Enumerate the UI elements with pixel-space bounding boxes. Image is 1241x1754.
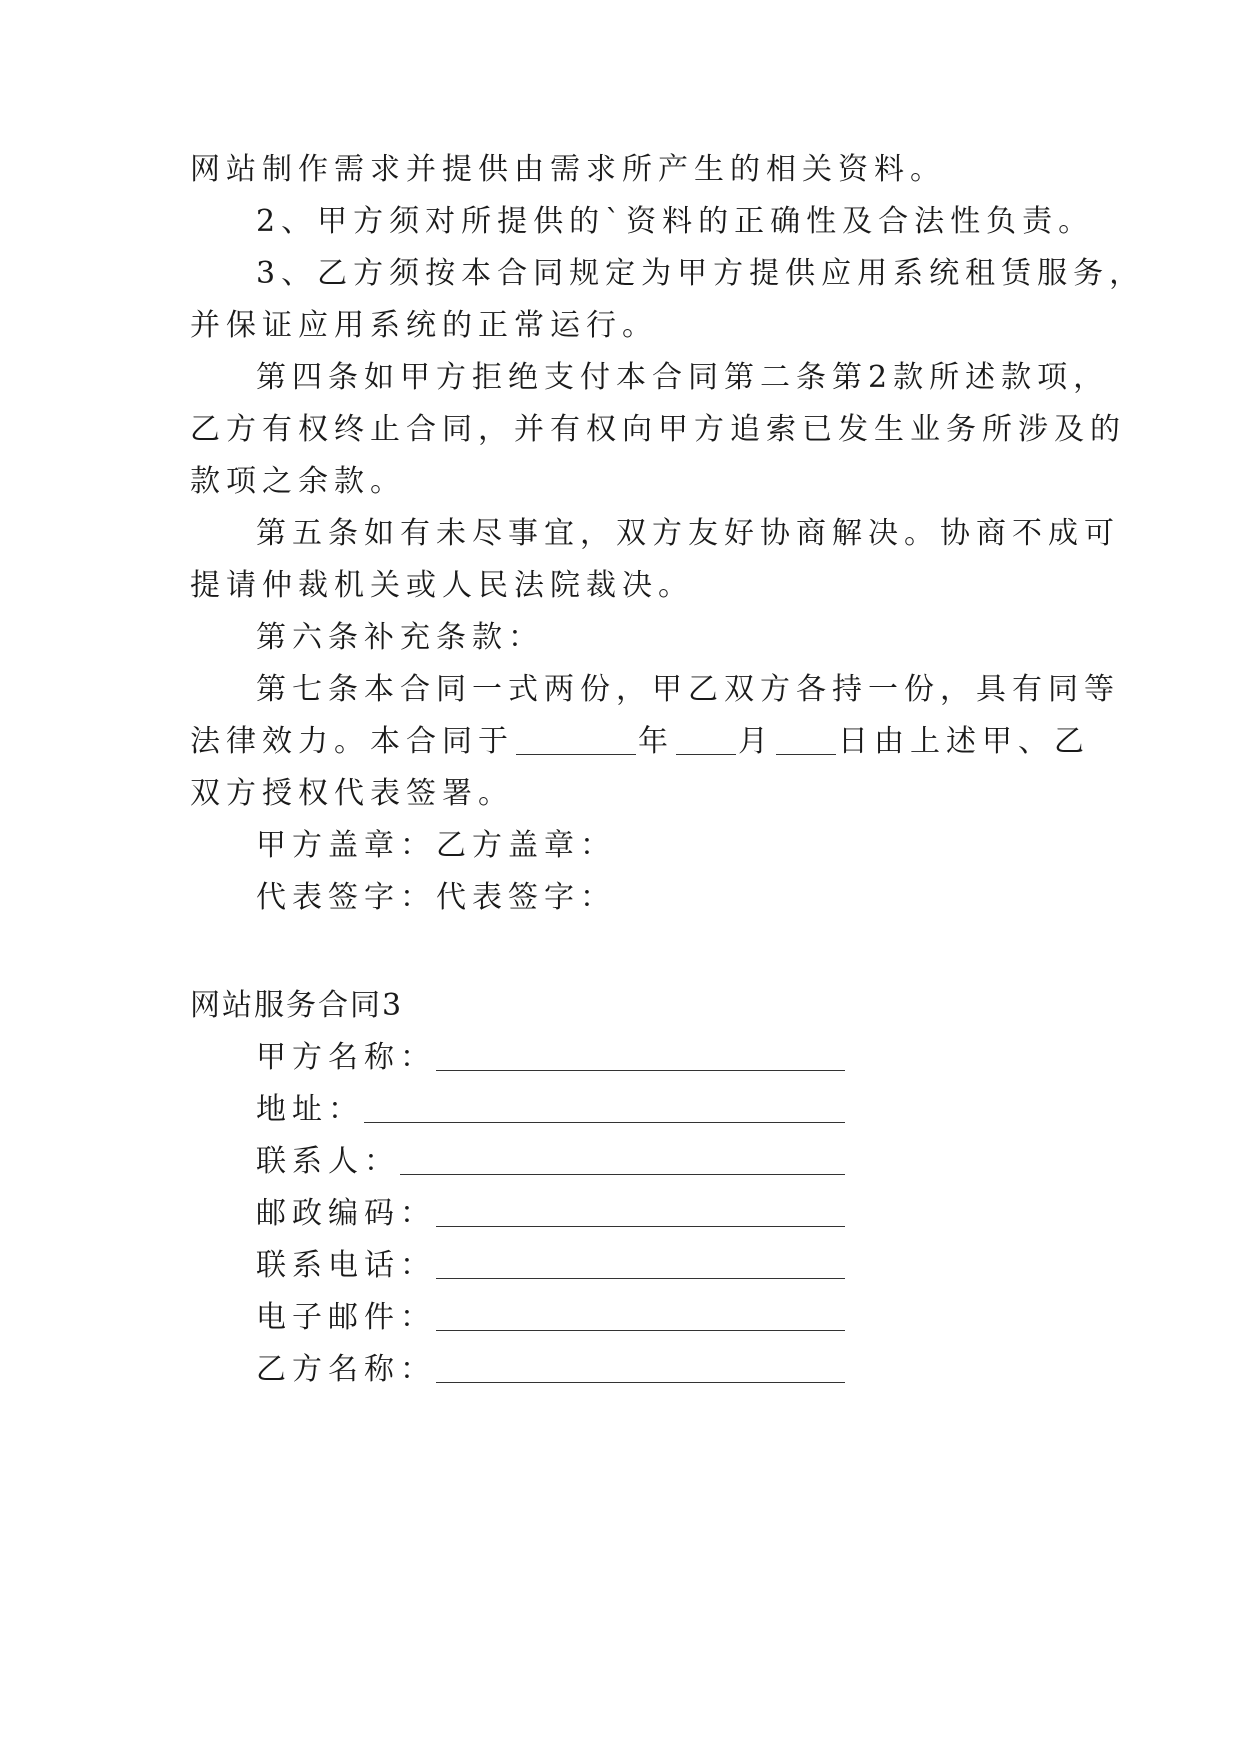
form-field-label: 邮政编码： xyxy=(256,1196,436,1231)
form-field-blank[interactable] xyxy=(400,1144,845,1175)
form-field-blank[interactable] xyxy=(436,1352,845,1383)
form-field-label: 甲方名称： xyxy=(256,1040,436,1075)
form-field-row xyxy=(256,1350,845,1390)
paragraph-line: 3、乙方须按本合同规定为甲方提供应用系统租赁服务， xyxy=(256,256,1146,291)
form-field-label: 电子邮件： xyxy=(256,1300,436,1335)
paragraph-line: 第七条本合同一式两份，甲乙双方各持一份，具有同等 xyxy=(256,672,1120,707)
form-field-blank[interactable] xyxy=(436,1300,845,1331)
year-blank[interactable] xyxy=(516,724,636,755)
paragraph-line: 第四条如甲方拒绝支付本合同第二条第2款所述款项， xyxy=(256,360,1110,395)
day-blank[interactable] xyxy=(776,724,836,755)
form-field-row xyxy=(256,1298,845,1338)
form-field-row xyxy=(256,1038,845,1078)
paragraph-line: 并保证应用系统的正常运行。 xyxy=(190,308,658,343)
form-field-blank[interactable] xyxy=(436,1196,845,1227)
form-field-row xyxy=(256,1246,845,1286)
section-title: 网站服务合同3 xyxy=(190,988,404,1023)
paragraph-line: 双方授权代表签署。 xyxy=(190,776,514,811)
paragraph-line: 第六条补充条款： xyxy=(256,620,544,655)
paragraph-line: 款项之余款。 xyxy=(190,464,406,499)
form-field-label: 联系电话： xyxy=(256,1248,436,1283)
form-field-blank[interactable] xyxy=(436,1040,845,1071)
paragraph-line: 乙方有权终止合同，并有权向甲方追索已发生业务所涉及的 xyxy=(190,412,1126,447)
form-field-blank[interactable] xyxy=(436,1248,845,1279)
day-suffix: 日由上述甲、乙 xyxy=(838,724,1090,759)
form-field-label: 地址： xyxy=(256,1092,364,1127)
year-label: 年 xyxy=(638,724,674,759)
form-field-row xyxy=(256,1194,845,1234)
form-field-label: 联系人： xyxy=(256,1144,400,1179)
month-label: 月 xyxy=(738,724,774,759)
paragraph-line: 网站制作需求并提供由需求所产生的相关资料。 xyxy=(190,152,946,187)
paragraph-line-date xyxy=(190,722,1090,762)
paragraph-line: 提请仲裁机关或人民法院裁决。 xyxy=(190,568,694,603)
signature-seal-line: 甲方盖章：乙方盖章： xyxy=(256,828,616,863)
paragraph-line: 第五条如有未尽事宜，双方友好协商解决。协商不成可 xyxy=(256,516,1120,551)
date-prefix: 法律效力。本合同于 xyxy=(190,724,514,759)
paragraph-line: 2、甲方须对所提供的`资料的正确性及合法性负责。 xyxy=(256,204,1095,239)
signature-sign-line: 代表签字：代表签字： xyxy=(256,880,616,915)
form-field-row xyxy=(256,1142,845,1182)
form-field-row xyxy=(256,1090,845,1130)
form-field-label: 乙方名称： xyxy=(256,1352,436,1387)
form-field-blank[interactable] xyxy=(364,1092,845,1123)
month-blank[interactable] xyxy=(676,724,736,755)
